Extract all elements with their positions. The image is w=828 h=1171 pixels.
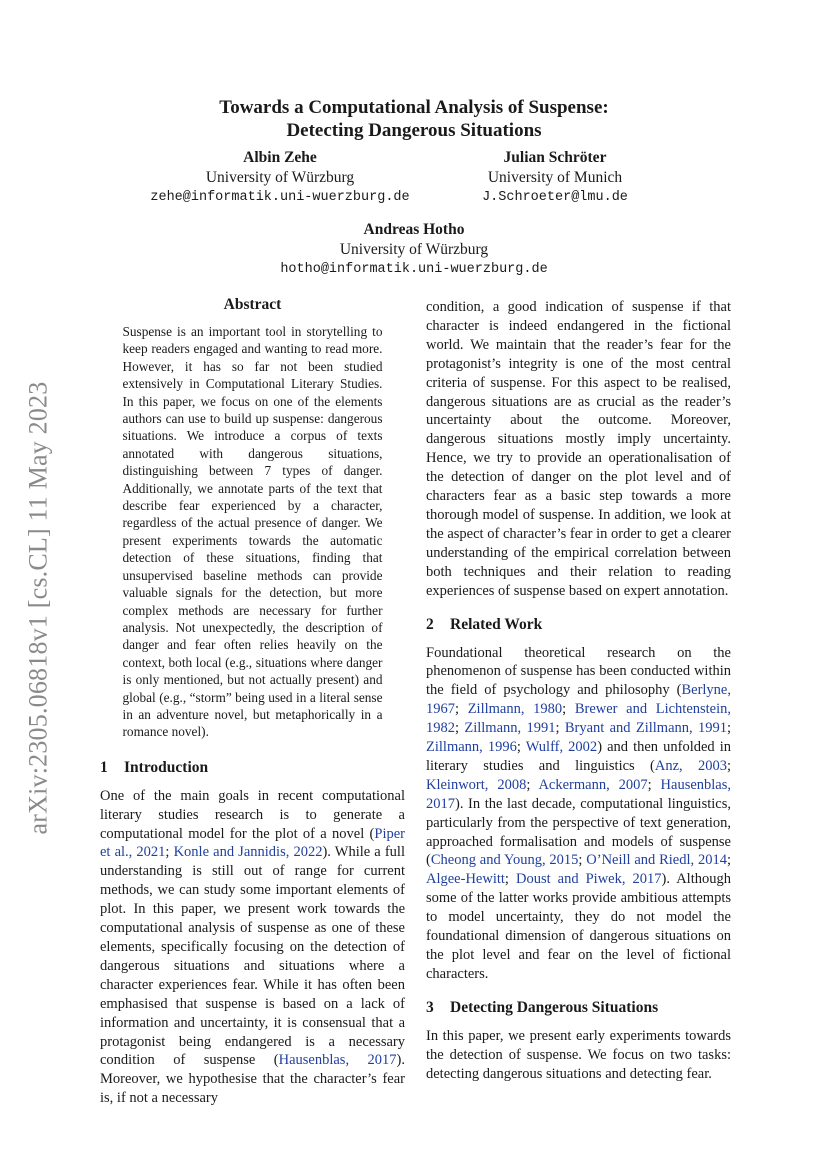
right-column — [426, 298, 731, 1084]
author-block-3 — [264, 220, 564, 280]
abstract-text: Suspense is an important tool in storytelling to keep readers engaged and wanting to read more. However, it has so far not been studied extensively in Computational Literary Studies. In this paper, we focus on one of the elements authors can use to build up suspense: dangerous situations. We introduce a corpus of texts annotated with dangerous situations, distinguishing between 7 types of danger. Additionally, we annotate parts of the text that describe fear experienced by a character, regardless of the actual presence of danger. We present experiments towards the automatic detection of these situations, finding that unsupervised baseline methods can provide valuable signals for the detection, but more complex methods are necessary for further analysis. Not unexpectedly, the description of danger and fear often relies heavily on the context, both local (e.g., situations where danger is only mentioned, but not actually present) and global (e.g., “storm” being used in a literal sense in an adventure novel, but metaphorically in a romance novel). — [122, 324, 383, 740]
citation-link[interactable]: Zillmann, 1980 — [467, 701, 563, 718]
title-line-2: Detecting Dangerous Situations — [286, 120, 542, 141]
introduction-paragraph: One of the main goals in recent computational literary studies research is to generate a computational model for the plot of a novel (Piper et al., 2021; Konle and Jannidis, 2022). While a full understanding is still out of range for current methods, we can study some important elements of plot. In this paper, we present work towards the computational analysis of suspense as one of these elements, specifically focusing on the detection of dangerous situations and situations where a character experiences fear. While it has often been emphasised that suspense is based on a lack of information and uncertainty, it is consensual that a protagonist being endangered is a necessary condition of suspense (Hausenblas, 2017). Moreover, we hypothesise that the character’s fear is, if not a necessary — [100, 787, 406, 1107]
citation-link[interactable]: Brewer and Lichtenstein, 1982 — [426, 701, 732, 737]
section-title: Introduction — [124, 758, 209, 776]
section-heading-introduction — [100, 758, 405, 778]
author-name: Albin Zehe — [243, 149, 317, 166]
introduction-paragraph-continued: condition, a good indication of suspense if that character is indeed endangered in the fictional world. We maintain that the reader’s fear for the protagonist’s integrity is one of the most central criteria of suspense. For this aspect to be realised, dangerous situations are as crucial as the reader’s uncertainty about the outcome. Moreover, dangerous situations mostly imply uncertainty. Hence, we try to provide an operationalisation of the detection of danger on the plot level and of characters fear as a basic step towards a more thorough model of suspense. In addition, we look at the aspect of character’s fear in order to get a clearer understanding of the empirical correlation between both techniques and their relation to reading experiences of suspense based on expert annotation. — [426, 299, 731, 599]
author-name: Julian Schröter — [503, 149, 607, 166]
citation-link[interactable]: Bryant and Zillmann, 1991 — [564, 720, 727, 737]
section-heading-detecting — [426, 998, 731, 1018]
author-affiliation: University of Munich — [487, 169, 623, 186]
arxiv-stamp — [18, 355, 58, 860]
section-title: Detecting Dangerous Situations — [450, 998, 659, 1016]
section-title: Related Work — [450, 615, 543, 633]
title-line-1: Towards a Computational Analysis of Suspense: — [219, 97, 609, 118]
citation-link[interactable]: Zillmann, 1996 — [426, 739, 517, 756]
section-heading-related-work — [426, 615, 731, 635]
author-affiliation: University of Würzburg — [339, 241, 489, 258]
citation-link[interactable]: Cheong and Young, 2015 — [430, 852, 579, 869]
author-block-1 — [140, 148, 420, 208]
citation-link[interactable]: Berlyne, 1967 — [426, 682, 731, 718]
related-work-paragraph: Foundational theoretical research on the phenomenon of suspense has been conducted within the field of psychology and philosophy (Berlyne, 1967; Zillmann, 1980; Brewer and Lichtenstein, 1982; Zillmann, 1991; Bryant and Zillmann, 1991; Zillmann, 1996; Wulff, 2002) and then unfolded in literary studies and linguistics (Anz, 2003; Kleinwort, 2008; Ackermann, 2007; Hausenblas, 2017). In the last decade, computational linguistics, particularly from the perspective of text generation, approached formalisation and models of suspense (Cheong and Young, 2015; O’Neill and Riedl, 2014; Algee-Hewitt; Doust and Piwek, 2017). Although some of the latter works provide ambitious attempts to model uncertainty, they do not model the foundational dimension of dangerous situations on the plot level and fear on the level of fictional characters. — [426, 644, 732, 982]
citation-link[interactable]: Hausenblas, 2017 — [278, 1052, 397, 1069]
citation-link[interactable]: Doust and Piwek, 2017 — [515, 871, 662, 888]
citation-link[interactable]: Piper et al., 2021 — [100, 825, 405, 861]
paper-title — [120, 96, 708, 142]
section-number: 3 — [426, 998, 434, 1016]
abstract-heading: Abstract — [223, 296, 282, 313]
citation-link[interactable]: O’Neill and Riedl, 2014 — [586, 852, 727, 869]
citation-link[interactable]: Algee-Hewitt — [426, 871, 505, 888]
citation-link[interactable]: Wulff, 2002 — [525, 739, 598, 756]
author-email[interactable]: hotho@informatik.uni-wuerzburg.de — [280, 262, 548, 277]
citation-link[interactable]: Konle and Jannidis, 2022 — [173, 844, 323, 861]
citation-link[interactable]: Kleinwort, 2008 — [426, 776, 527, 793]
author-affiliation: University of Würzburg — [205, 169, 355, 186]
citation-link[interactable]: Ackermann, 2007 — [538, 776, 648, 793]
section-number: 1 — [100, 758, 108, 776]
author-block-2 — [440, 148, 670, 208]
section-number: 2 — [426, 615, 434, 633]
arxiv-id: arXiv:2305.06818v1 [cs.CL] 11 May 2023 — [23, 381, 53, 834]
author-name: Andreas Hotho — [363, 221, 465, 238]
citation-link[interactable]: Zillmann, 1991 — [464, 720, 556, 737]
citation-link[interactable]: Hausenblas, 2017 — [426, 776, 731, 812]
detecting-paragraph: In this paper, we present early experiments towards the detection of suspense. We focus on two tasks: detecting dangerous situations and detecting fear. — [426, 1027, 731, 1082]
author-email[interactable]: J.Schroeter@lmu.de — [482, 190, 628, 205]
author-email[interactable]: zehe@informatik.uni-wuerzburg.de — [150, 190, 410, 205]
left-column — [100, 296, 405, 1108]
citation-link[interactable]: Anz, 2003 — [654, 757, 727, 774]
